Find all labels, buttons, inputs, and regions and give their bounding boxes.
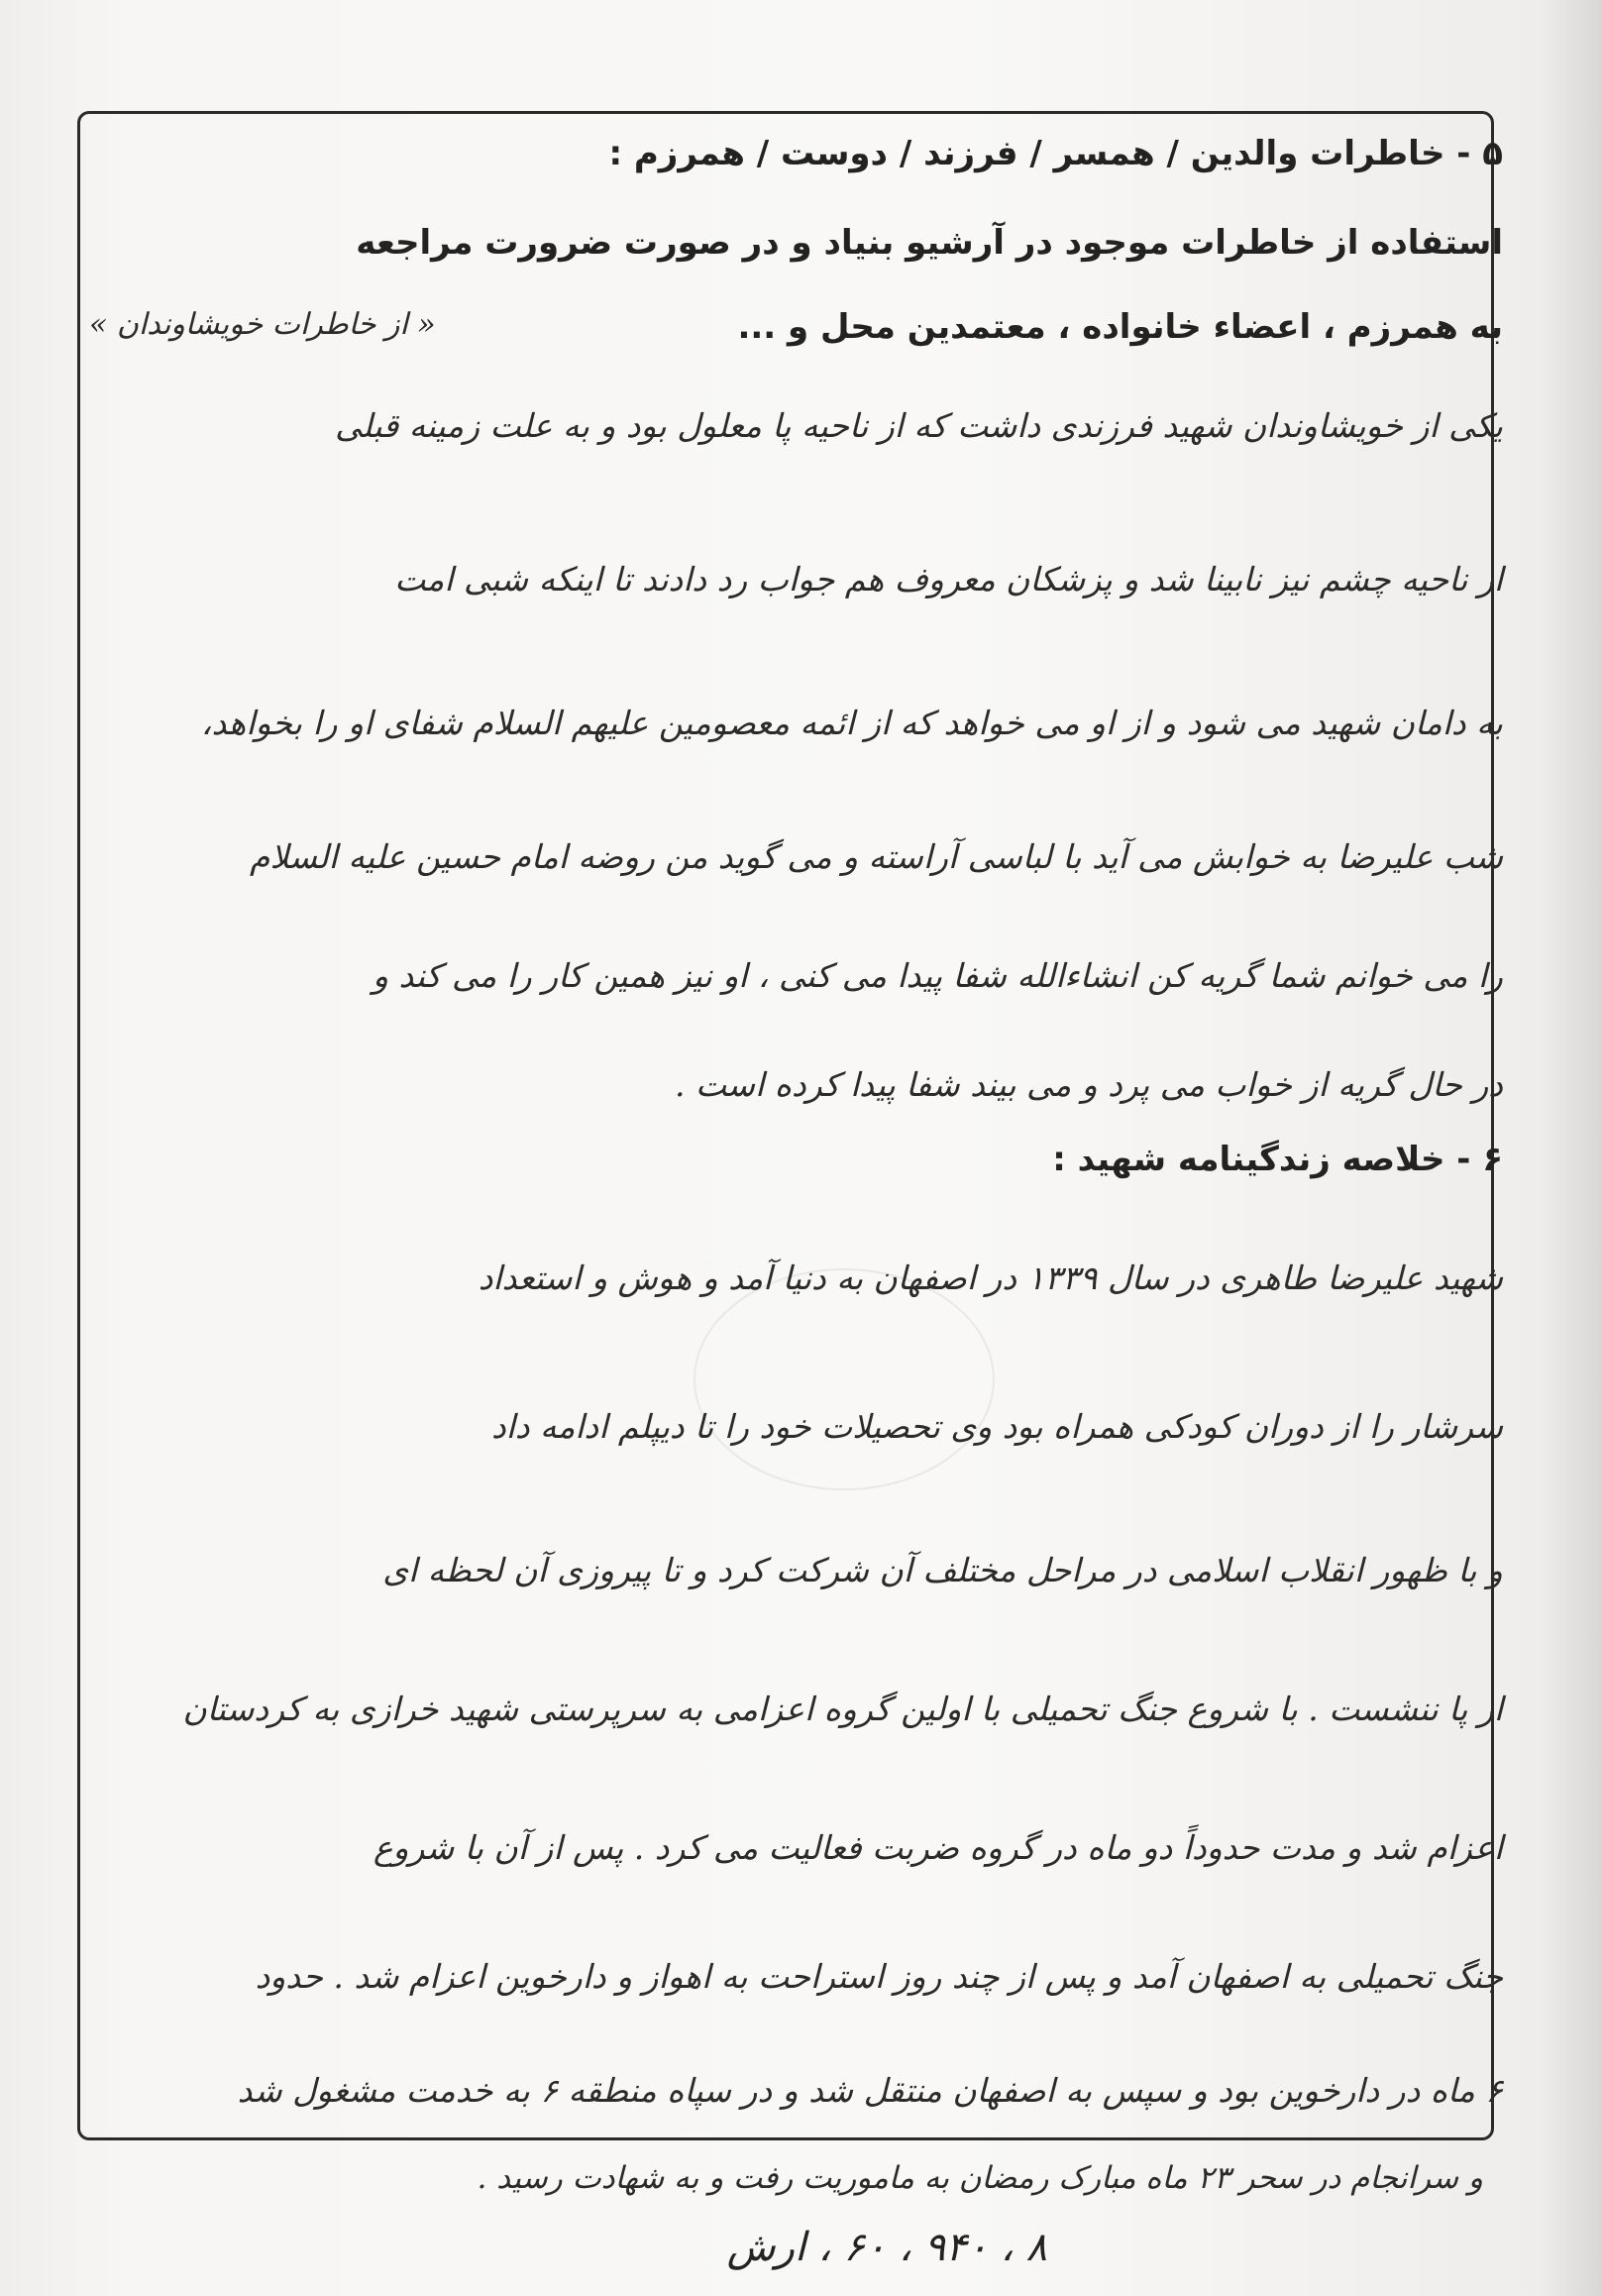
memory-line-1: یکی از خویشاوندان شهید فرزندی داشت که از ناحیه پا معلول بود و به علت زمینه قبلی	[335, 406, 1503, 445]
section6-heading: ۶ - خلاصه زندگینامه شهید :	[1052, 1140, 1503, 1179]
bio-line-5: اعزام شد و مدت حدوداً دو ماه در گروه ضربت فعالیت می کرد . پس از آن با شروع	[373, 1828, 1503, 1867]
closing-line: و سرانجام در سحر ۲۳ ماه مبارک رمضان به ماموریت رفت و به شهادت رسید .	[477, 2160, 1483, 2196]
memory-line-6: در حال گریه از خواب می پرد و می بیند شفا پیدا کرده است .	[675, 1065, 1503, 1104]
bio-line-2: سرشار را از دوران کودکی همراه بود وی تحصیلات خود را تا دیپلم ادامه داد	[490, 1407, 1503, 1446]
memory-line-2: از ناحیه چشم نیز نابینا شد و پزشکان معروف هم جواب رد دادند تا اینکه شبی امت	[394, 560, 1503, 599]
bio-line-7: ۶ ماه در دارخوین بود و سپس به اصفهان منتقل شد و در سپاه منطقه ۶ به خدمت مشغول شد	[237, 2071, 1503, 2110]
bio-line-1: شهید علیرضا طاهری در سال ۱۳۳۹ در اصفهان به دنیا آمد و هوش و استعداد	[478, 1258, 1503, 1297]
bio-line-6: جنگ تحمیلی به اصفهان آمد و پس از چند روز استراحت به اهواز و دارخوین اعزام شد . حدود	[255, 1957, 1503, 1996]
section5-instruction-line2: به همرزم ، اعضاء خانواده ، معتمدین محل و ...	[737, 307, 1503, 347]
bio-line-3: و با ظهور انقلاب اسلامی در مراحل مختلف آن شرکت کرد و تا پیروزی آن لحظه ای	[382, 1551, 1503, 1589]
memory-line-5: را می خوانم شما گریه کن انشاءالله شفا پیدا می کنی ، او نیز همین کار را می کند و	[373, 956, 1503, 995]
archive-code: ۸ ، ۹۴۰ ، ۶۰ ، ارش	[726, 2225, 1047, 2270]
section5-handwritten-note: « از خاطرات خویشاوندان »	[89, 307, 436, 342]
section5-instruction-line1: استفاده از خاطرات موجود در آرشیو بنیاد و در صورت ضرورت مراجعه	[356, 223, 1503, 263]
bio-line-4: از پا ننشست . با شروع جنگ تحمیلی با اولین گروه اعزامی به سرپرستی شهید خرازی به کردستان	[182, 1690, 1503, 1728]
memory-line-3: به دامان شهید می شود و از او می خواهد که از ائمه معصومین علیهم السلام شفای او را بخواهد،	[200, 704, 1503, 742]
section5-heading: ۵ - خاطرات والدین / همسر / فرزند / دوست / همرزم :	[608, 134, 1503, 173]
memory-line-4: شب علیرضا به خوابش می آید با لباسی آراسته و می گوید من روضه امام حسین علیه السلام	[250, 837, 1503, 876]
